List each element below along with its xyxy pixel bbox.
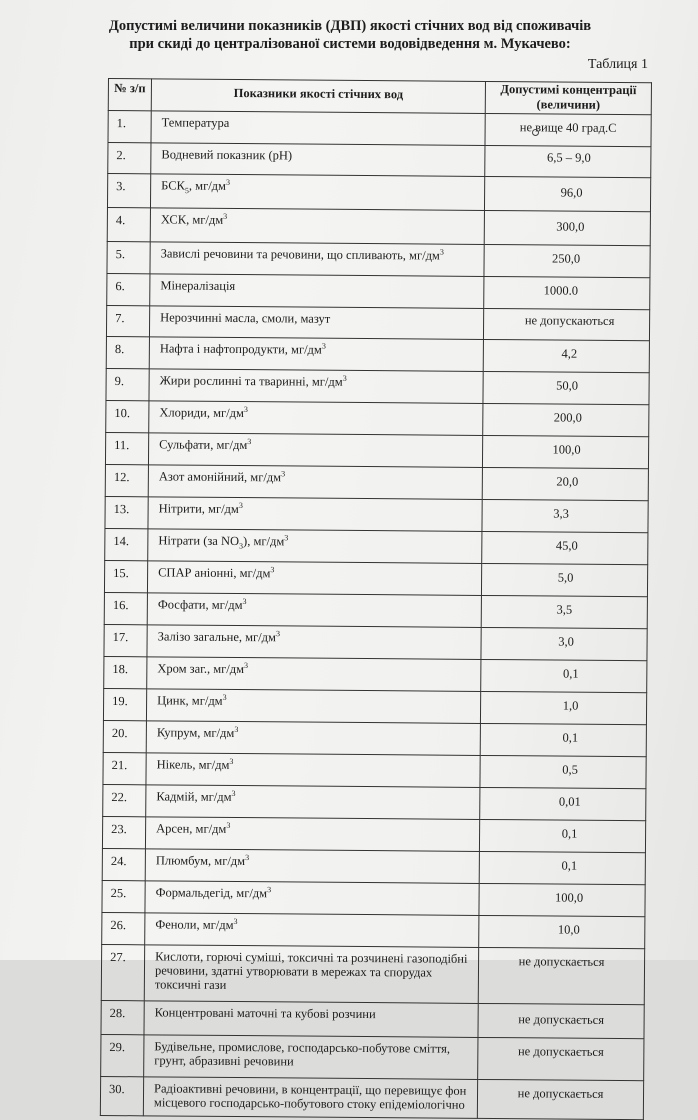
row-indicator: $БСК_5$, $мг/дм^3$ xyxy=(150,174,484,211)
document-title xyxy=(70,17,630,53)
table-row xyxy=(107,241,650,277)
table-row xyxy=(108,143,651,178)
row-number: 21. xyxy=(103,752,146,784)
row-indicator: Сульфати, $мг/дм^3$ xyxy=(148,433,482,468)
row-number: 29. xyxy=(101,1034,144,1076)
table-row xyxy=(101,1034,644,1080)
row-indicator: Радіоактивні речовини, в концентрації, що перевищує фон місцевого господарсько-побутового стоку епідеміологічно xyxy=(143,1077,477,1119)
row-number: 28. xyxy=(101,1000,144,1034)
row-indicator: Температура xyxy=(151,111,485,146)
row-concentration: 0,01 xyxy=(480,787,646,820)
row-indicator: Кислоти, горючі суміші, токсичні та розчинені газоподібні речовини, здатні утворювати в мережах та спорудах токсичні гази xyxy=(144,945,478,1004)
header-concentration: Допустимі концентрації (величини) xyxy=(485,81,651,114)
row-number: 1. xyxy=(108,111,151,143)
row-number: 14. xyxy=(105,528,148,560)
row-number: 4. xyxy=(107,207,150,241)
row-indicator: Нікель, $мг/дм^3$ xyxy=(146,753,480,788)
standards-table xyxy=(100,78,652,1120)
row-indicator: Арсен, $мг/дм^3$ xyxy=(145,817,479,852)
row-indicator: ХСК, $мг/дм^3$ xyxy=(150,208,484,245)
row-indicator: Концентровані маточні та кубові розчини xyxy=(144,1001,478,1038)
row-concentration: 10,0 xyxy=(479,915,645,948)
row-number: 17. xyxy=(104,624,147,656)
table-row xyxy=(102,912,645,948)
table-row xyxy=(102,880,645,916)
header-indicator: Показники якості стічних вод xyxy=(151,79,485,114)
row-number: 22. xyxy=(103,784,146,816)
table-row xyxy=(106,336,649,372)
title-line-2: при скиді до централізованої системи водовідведення м. Мукачево: xyxy=(129,36,571,52)
row-number: 23. xyxy=(102,816,145,848)
row-indicator: Мінералізація xyxy=(150,274,484,309)
row-concentration: 250,0 xyxy=(484,244,650,277)
row-number: 9. xyxy=(106,368,149,400)
title-line-1: Допустимі величини показників (ДВП) якості стічних вод від споживачів xyxy=(108,18,592,34)
row-indicator: Хром заг., $мг/дм^3$ xyxy=(147,657,481,692)
table-row xyxy=(107,273,650,309)
row-indicator: Нафта і нафтопродукти, $мг/дм^3$ xyxy=(149,337,483,372)
row-indicator: Нітрати (за $NO_3$), $мг/дм^3$ xyxy=(148,529,482,564)
table-row xyxy=(103,752,646,788)
row-number: 20. xyxy=(103,720,146,752)
row-concentration: 3,0 xyxy=(481,627,647,660)
table-row xyxy=(102,848,645,884)
table-row xyxy=(106,400,649,436)
table-header-row xyxy=(108,79,651,115)
row-concentration: не допускаються xyxy=(483,308,649,340)
row-concentration: не допускається xyxy=(477,1079,643,1119)
row-concentration: не допускається xyxy=(478,947,644,1004)
row-concentration: 1000.0 xyxy=(484,276,650,309)
row-number: 26. xyxy=(102,912,145,944)
row-indicator: Жири рослинні та тваринні, $мг/дм^3$ xyxy=(149,369,483,404)
row-indicator: Нерозчинні масла, смоли, мазут xyxy=(149,306,483,340)
row-number: 30. xyxy=(100,1076,143,1115)
row-number: 13. xyxy=(105,496,148,528)
row-concentration: 0,1 xyxy=(481,659,647,692)
row-number: 11. xyxy=(105,432,148,464)
table-row xyxy=(105,464,648,500)
row-number: 27. xyxy=(101,944,144,1000)
row-number: 7. xyxy=(106,305,149,336)
row-concentration: 1,0 xyxy=(480,691,646,724)
table-row xyxy=(104,656,647,692)
table-row xyxy=(108,111,651,147)
row-concentration: 20,0 xyxy=(482,467,648,500)
row-concentration: 5,0 xyxy=(481,563,647,596)
row-indicator: Феноли, $мг/дм^3$ xyxy=(145,913,479,948)
table-row xyxy=(106,368,649,404)
table-row xyxy=(104,560,647,596)
table-row xyxy=(107,207,650,245)
row-indicator: Купрум, $мг/дм^3$ xyxy=(146,721,480,756)
row-concentration: 100,0 xyxy=(479,883,645,916)
table-row xyxy=(105,528,648,564)
table-row xyxy=(105,432,648,468)
table-row xyxy=(104,592,647,628)
row-concentration: 0,1 xyxy=(479,851,645,884)
row-concentration: 200,0 xyxy=(483,403,649,436)
row-concentration: 3,3 xyxy=(482,499,648,532)
row-concentration: не вище 40 град.С xyxy=(485,113,651,146)
row-concentration: 6,5 – 9,0 xyxy=(485,145,651,177)
table-row xyxy=(103,720,646,756)
row-number: 18. xyxy=(104,656,147,688)
row-number: 19. xyxy=(103,688,146,720)
row-number: 16. xyxy=(104,592,147,624)
table-row xyxy=(107,174,650,212)
row-indicator: Плюмбум, $мг/дм^3$ xyxy=(145,849,479,884)
table-row xyxy=(100,1076,643,1119)
row-concentration: 4,2 xyxy=(483,339,649,372)
row-indicator: Будівельне, промислове, господарсько-побутове сміття, грунт, абразивні речовини xyxy=(144,1035,478,1080)
table-row xyxy=(102,816,645,852)
row-number: 10. xyxy=(106,400,149,432)
row-number: 25. xyxy=(102,880,145,912)
row-indicator: Хлориди, $мг/дм^3$ xyxy=(149,401,483,436)
row-concentration: 0,1 xyxy=(480,723,646,756)
row-concentration: 100,0 xyxy=(482,435,648,468)
row-indicator: СПАР аніонні, $мг/дм^3$ xyxy=(147,561,481,596)
table-body xyxy=(100,111,651,1120)
ink-dot xyxy=(532,129,539,136)
row-concentration: не допускається xyxy=(478,1003,644,1038)
row-number: 15. xyxy=(104,560,147,592)
table-label: Таблиця 1 xyxy=(587,57,648,72)
row-concentration: не допускається xyxy=(478,1037,644,1080)
table-row xyxy=(101,1000,644,1038)
row-number: 8. xyxy=(106,336,149,368)
table-row xyxy=(106,305,649,340)
row-indicator: Формальдегід, $мг/дм^3$ xyxy=(145,881,479,916)
row-number: 12. xyxy=(105,464,148,496)
table-row xyxy=(101,944,644,1004)
table-row xyxy=(105,496,648,532)
header-num: № з/п xyxy=(108,79,151,111)
row-concentration: 45,0 xyxy=(482,531,648,564)
table-row xyxy=(104,624,647,660)
row-concentration: 0,1 xyxy=(479,819,645,852)
table-row xyxy=(103,688,646,724)
row-number: 24. xyxy=(102,848,145,880)
row-concentration: 300,0 xyxy=(484,210,650,245)
row-indicator: Азот амонійний, $мг/дм^3$ xyxy=(148,465,482,500)
table-row xyxy=(103,784,646,820)
row-number: 2. xyxy=(108,143,151,174)
row-indicator: Фосфати, $мг/дм^3$ xyxy=(147,593,481,628)
row-number: 5. xyxy=(107,241,150,273)
row-indicator: Цинк, $мг/дм^3$ xyxy=(146,689,480,724)
row-concentration: 0,5 xyxy=(480,755,646,788)
row-concentration: 3,5 xyxy=(481,595,647,628)
row-indicator: Залізо загальне, $мг/дм^3$ xyxy=(147,625,481,660)
row-indicator: Кадмій, $мг/дм^3$ xyxy=(146,785,480,820)
row-concentration: 96,0 xyxy=(484,176,650,211)
row-indicator: Нітрити, $мг/дм^3$ xyxy=(148,497,482,532)
row-indicator: Завислі речовини та речовини, що спливають, $мг/дм^3$ xyxy=(150,242,484,277)
row-indicator: Водневий показник (рН) xyxy=(151,143,485,177)
row-concentration: 50,0 xyxy=(483,371,649,404)
row-number: 3. xyxy=(107,174,150,208)
row-number: 6. xyxy=(107,273,150,305)
